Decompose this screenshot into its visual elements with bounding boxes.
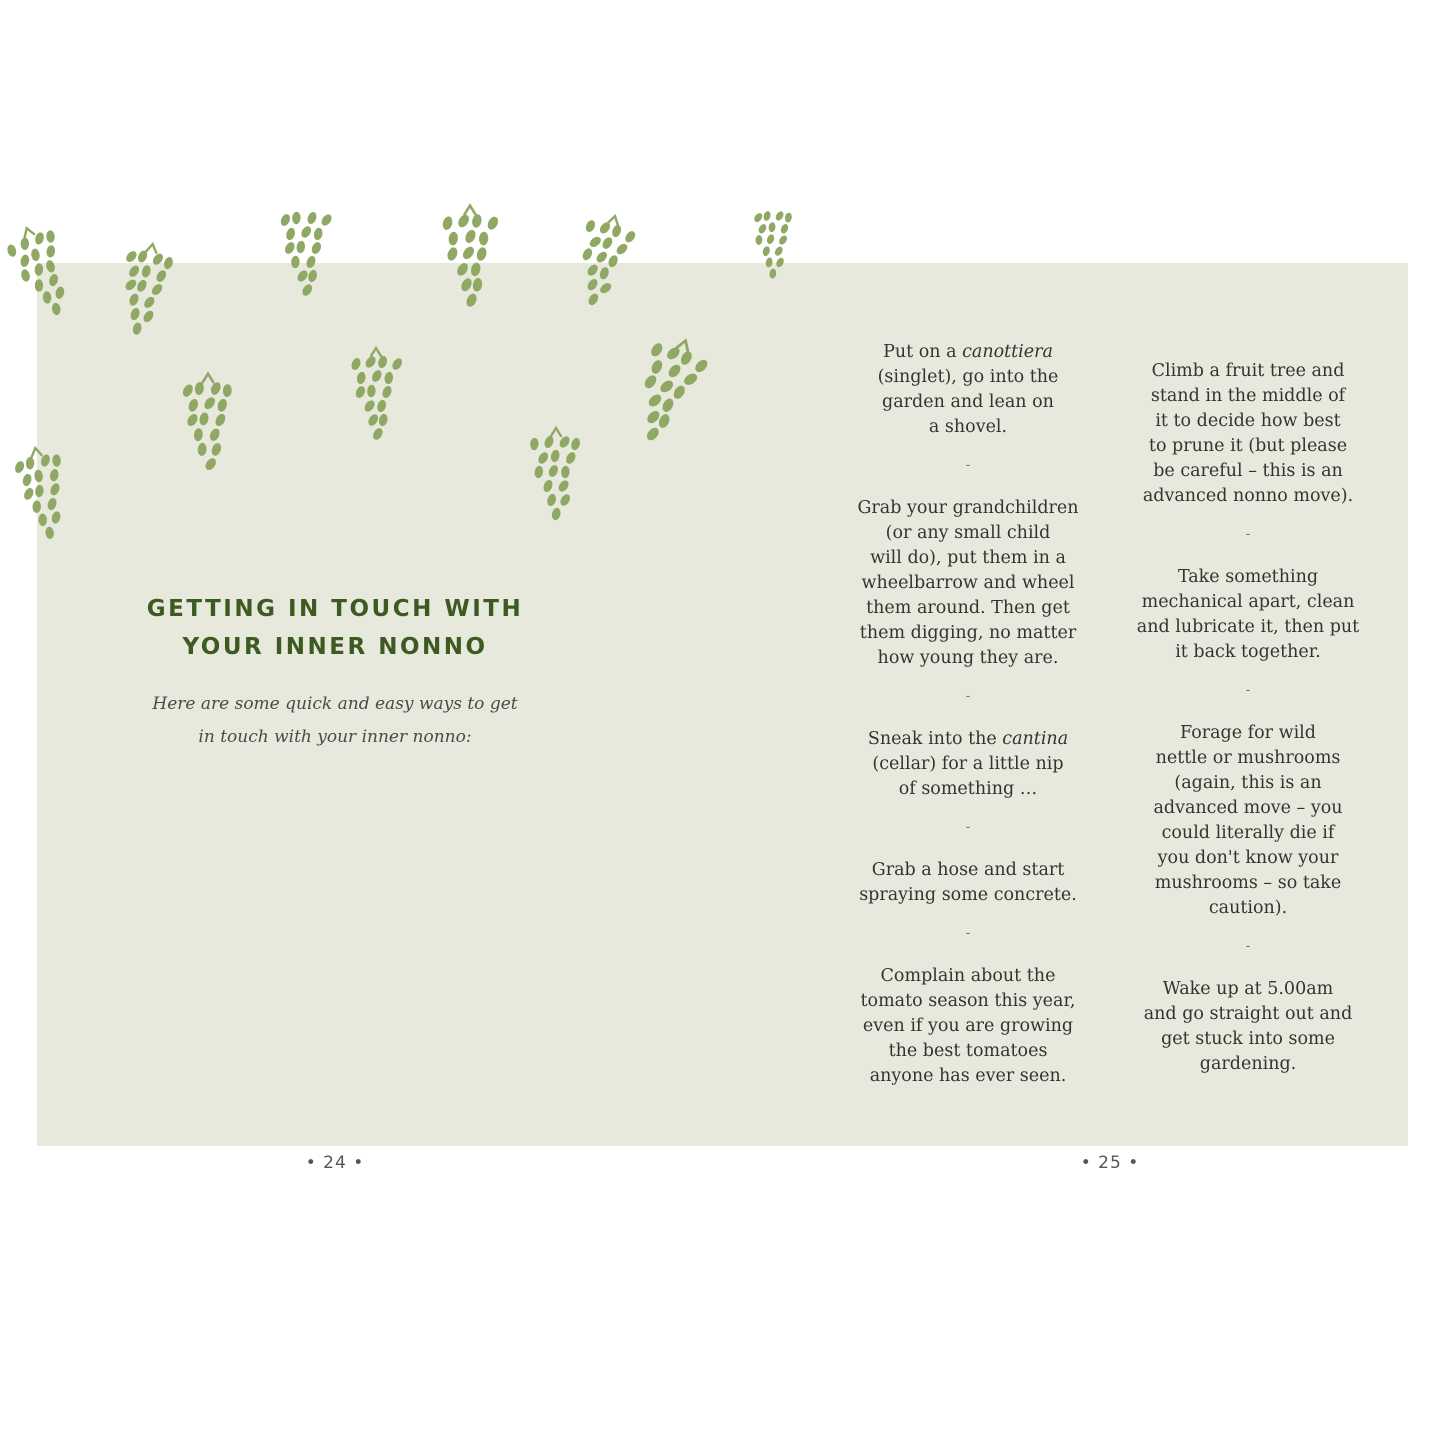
tip-separator: - xyxy=(965,457,971,473)
tip-line: mechanical apart, clean xyxy=(1141,592,1355,612)
tip-line: Grab a hose and start xyxy=(871,860,1065,880)
page-number-left: • 24 • xyxy=(305,1153,365,1173)
page-number-right: • 25 • xyxy=(1080,1153,1140,1173)
tip-line: Climb a fruit tree and xyxy=(1151,361,1345,381)
tip-line: nettle or mushrooms xyxy=(1155,748,1341,768)
tip-line: stand in the middle of xyxy=(1150,386,1346,406)
tip-line: garden and lean on xyxy=(882,392,1054,412)
tip-line: (or any small child xyxy=(885,523,1051,543)
tip-line: Grab your grandchildren xyxy=(857,498,1079,518)
tip-line: and go straight out and xyxy=(1143,1004,1353,1024)
tip-line: it back together. xyxy=(1175,642,1321,662)
tip-line: be careful – this is an xyxy=(1153,461,1343,481)
tip-line: could literally die if xyxy=(1161,823,1335,843)
tip-line: advanced nonno move). xyxy=(1142,486,1354,506)
tip-line: Take something xyxy=(1177,567,1319,587)
tip-separator: - xyxy=(1245,938,1251,954)
tip-line: a shovel. xyxy=(928,417,1008,437)
tip-line: spraying some concrete. xyxy=(859,885,1077,905)
tip-separator: - xyxy=(1245,682,1251,698)
section-title-line: YOUR INNER NONNO xyxy=(182,634,488,660)
tip-item xyxy=(848,727,1088,802)
tip-line: anyone has ever seen. xyxy=(869,1066,1067,1086)
tip-line: how young they are. xyxy=(877,648,1059,668)
tip-item xyxy=(848,340,1088,440)
tip-line: (singlet), go into the xyxy=(877,367,1059,387)
tip-line: get stuck into some xyxy=(1161,1029,1335,1049)
tip-line: wheelbarrow and wheel xyxy=(861,573,1075,593)
intro-line: in touch with your inner nonno: xyxy=(198,727,472,747)
tip-line: even if you are growing xyxy=(862,1016,1074,1036)
tip-line: Forage for wild xyxy=(1180,723,1316,743)
tip-line: to prune it (but please xyxy=(1148,436,1348,456)
tips-column-right xyxy=(1128,359,1368,1077)
tip-item xyxy=(848,496,1088,671)
tip-item xyxy=(1128,721,1368,921)
tip-item xyxy=(1128,565,1368,665)
section-title xyxy=(120,590,550,666)
tips-column-left xyxy=(848,340,1088,1089)
tip-line: advanced move – you xyxy=(1153,798,1343,818)
tip-item xyxy=(848,964,1088,1089)
tip-line: it to decide how best xyxy=(1155,411,1341,431)
tip-line: them digging, no matter xyxy=(859,623,1077,643)
tip-separator: - xyxy=(1245,526,1251,542)
tip-line: (again, this is an xyxy=(1174,773,1322,793)
tip-line: (cellar) for a little nip xyxy=(872,754,1064,774)
tip-line: the best tomatoes xyxy=(888,1041,1048,1061)
tip-item xyxy=(848,858,1088,908)
tip-line: Complain about the xyxy=(880,966,1056,986)
intro-line: Here are some quick and easy ways to get xyxy=(152,694,518,714)
tip-separator: - xyxy=(965,819,971,835)
tip-line: will do), put them in a xyxy=(870,548,1066,568)
tip-item xyxy=(1128,977,1368,1077)
tip-separator: - xyxy=(965,925,971,941)
tip-line: and lubricate it, then put xyxy=(1136,617,1360,637)
tip-line: caution). xyxy=(1208,898,1288,918)
tip-line: gardening. xyxy=(1199,1054,1297,1074)
tip-separator: - xyxy=(965,688,971,704)
tip-line: Wake up at 5.00am xyxy=(1162,979,1334,999)
tip-item xyxy=(1128,359,1368,509)
tip-line: Sneak into the cantina xyxy=(867,729,1069,749)
tip-line: mushrooms – so take xyxy=(1154,873,1342,893)
tip-line: tomato season this year, xyxy=(860,991,1076,1011)
tip-line: of something … xyxy=(898,779,1038,799)
tip-line: you don't know your xyxy=(1157,848,1339,868)
intro-text xyxy=(130,688,540,754)
section-title-line: GETTING IN TOUCH WITH xyxy=(146,596,524,622)
tip-line: Put on a canottiera xyxy=(883,342,1053,362)
tip-line: them around. Then get xyxy=(866,598,1070,618)
